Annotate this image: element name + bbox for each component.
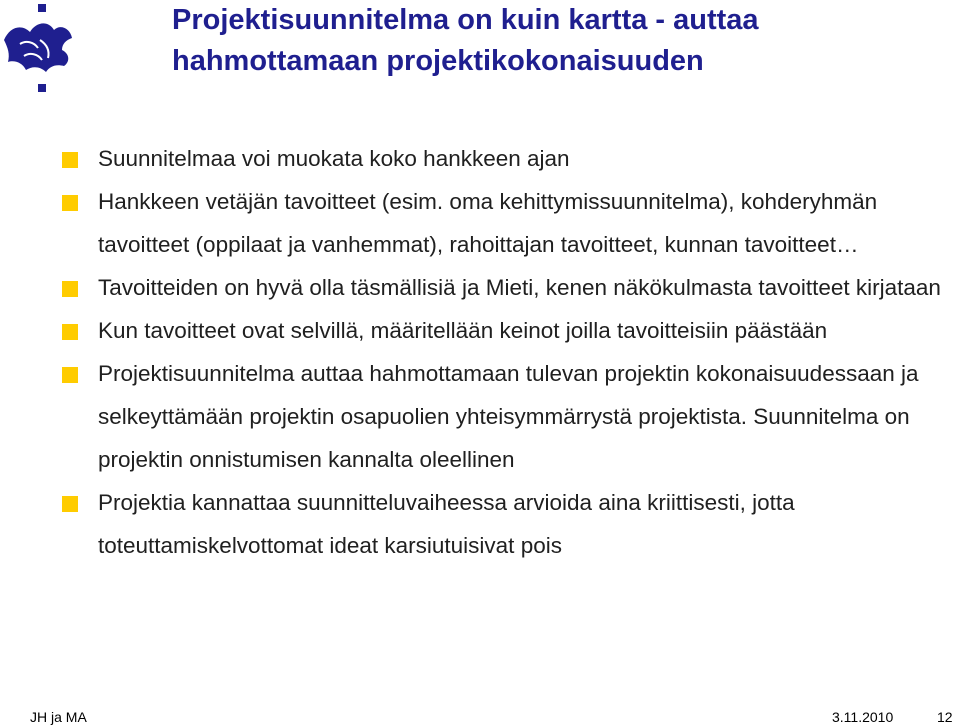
bullet-item — [62, 137, 952, 180]
bullet-text: Suunnitelmaa voi muokata koko hankkeen ajan — [98, 146, 570, 171]
square-bullet-icon — [62, 367, 78, 383]
bullet-text: Tavoitteiden on hyvä olla täsmällisiä ja Mieti, kenen näkökulmasta tavoitteet kirjataan — [98, 275, 941, 300]
footer-date: 3.11.2010 — [832, 709, 894, 725]
square-bullet-icon — [62, 496, 78, 512]
bullet-text: Hankkeen vetäjän tavoitteet (esim. oma kehittymissuunnitelma), kohderyhmän tavoitteet (oppilaat ja vanhemmat), rahoittajan tavoitteet, kunnan tavoitteet… — [98, 189, 878, 257]
footer-author: JH ja MA — [30, 709, 87, 725]
bullet-item — [62, 352, 952, 481]
bullet-item — [62, 309, 952, 352]
bullet-item — [62, 266, 952, 309]
slide-title: Projektisuunnitelma on kuin kartta - auttaa hahmottamaan projektikokonaisuuden — [172, 4, 759, 77]
square-bullet-icon — [62, 281, 78, 297]
bullet-list — [62, 137, 952, 567]
square-bullet-icon — [62, 195, 78, 211]
bullet-text: Kun tavoitteet ovat selvillä, määritellään keinot joilla tavoitteisiin päästään — [98, 318, 828, 343]
bullet-item — [62, 481, 952, 567]
bullet-text: Projektisuunnitelma auttaa hahmottamaan tulevan projektin kokonaisuudessaan ja selkeyttämään projektin osapuolien yhteisymmärrystä projektista. Suunnitelma on projektin onnistumisen kannalta oleellinen — [98, 361, 919, 472]
page-number: 12 — [937, 709, 953, 725]
square-bullet-icon — [62, 324, 78, 340]
bullet-item — [62, 180, 952, 266]
bullet-text: Projektia kannattaa suunnitteluvaiheessa arvioida aina kriittisesti, jotta toteuttamiskelvottomat ideat karsiutuisivat pois — [98, 490, 795, 558]
square-bullet-icon — [62, 152, 78, 168]
university-logo-icon — [0, 0, 80, 110]
